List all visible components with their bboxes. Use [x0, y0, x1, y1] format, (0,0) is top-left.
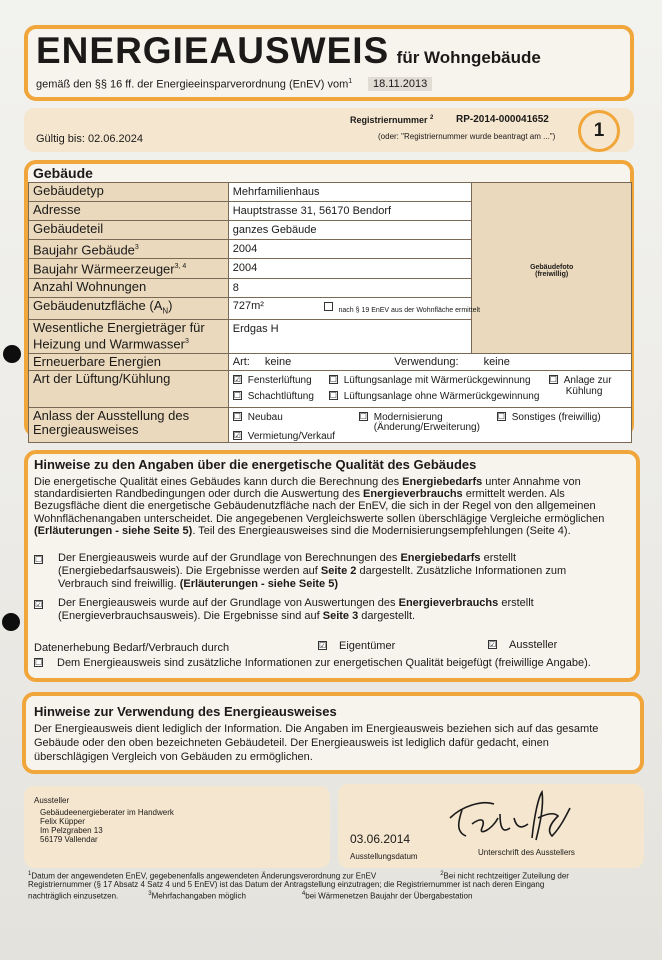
signature — [442, 788, 592, 850]
registration-label: Registriernummer $^2$ — [350, 115, 434, 125]
renewable-label: Erneuerbare Energien — [29, 353, 229, 370]
checkbox-lueftung-mit-wrg[interactable]: ☐ — [329, 374, 337, 384]
building-table — [28, 182, 632, 443]
owner-option: ☑ Eigentümer — [319, 640, 396, 652]
checkbox-neubau[interactable]: ☐ — [233, 411, 241, 421]
checkbox-eigentuemer[interactable]: ☑ — [319, 641, 327, 650]
usage-text: Der Energieausweis dient lediglich der Information. Die Angaben im Energieausweis beziehen sich auf das gesamte Gebäude oder den oben bezeichneten Gebäudeteil. Der Energieausweis ist lediglich dafür gedacht, einen überschlägigen Vergleich von Gebäuden zu ermöglichen. — [34, 723, 599, 763]
row-value: Hauptstrasse 31, 56170 Bendorf — [228, 202, 472, 221]
quality-option-verbrauch: ☑ Der Energieausweis wurde auf der Grundlage von Auswertungen des Energieverbrauchs erstellt (Energieverbrauchsausweis). Die Ergebnisse sind auf Seite 3 dargestellt. — [35, 597, 534, 622]
area-label: Gebäudenutzfläche $(A_N)$ — [29, 297, 229, 320]
quality-option-bedarf: ☐ Der Energieausweis wurde auf der Grundlage von Berechnungen des Energiebedarfs erstellt (Energiebedarfsausweis). Die Ergebnisse werden auf Seite 2 dargestellt. Zusätzliche Informationen zum Verbrauch sind freiwillig. (Erläuterungen - siehe Seite 5) — [35, 552, 567, 590]
quality-intro: Die energetische Qualität eines Gebäudes kann durch die Berechnung des Energiebedarfs unter Annahme von standardisierten Randbedingungen oder durch die Auswertung des Energieverbrauchs ermittelt werden. Als Bezugsfläche dient die energetische Gebäudenutzfläche nach der EnEV, die sich in der Regel von den allgemeinen Wohnflächenangaben unterscheidet. Die angegebenen Vergleichswerte sollen überschlägige Vergleiche ermöglichen (Erläuterungen - siehe Seite 5). Teil des Energieausweises sind die Modernisierungsempfehlungen (Seite 4). — [34, 476, 605, 537]
signature-label: Unterschrift des Ausstellers — [478, 848, 575, 857]
usage-title: Hinweise zur Verwendung des Energieausweises — [34, 704, 337, 719]
quality-title: Hinweise zu den Angaben über die energetische Qualität des Gebäudes — [34, 457, 477, 472]
row-value: 8 — [228, 278, 472, 297]
row-value: ganzes Gebäude — [228, 221, 472, 240]
extra-info-option: ☐ Dem Energieausweis sind zusätzliche Informationen zur energetischen Qualität beigefügt (freiwillige Angabe). — [35, 657, 591, 669]
checkbox-bedarfsausweis[interactable]: ☐ — [35, 555, 43, 564]
checkbox-vermietung[interactable]: ☑ — [233, 430, 241, 440]
document-title: ENERGIEAUSWEIS für Wohngebäude — [36, 30, 541, 71]
issuer-label: Aussteller — [34, 796, 70, 805]
energy-carrier-label: Wesentliche Energieträger für Heizung und Warmwasser$^3$ — [29, 320, 229, 353]
punch-hole-top — [3, 345, 21, 363]
reason-label: Anlass der Ausstellung des Energieausweises — [29, 407, 229, 442]
row-label: Gebäudeteil — [29, 221, 229, 240]
enev-date: 18.11.2013 — [368, 77, 432, 91]
row-label: Gebäudetyp — [29, 183, 229, 202]
area-value: 727m² — [232, 299, 264, 312]
building-section-title: Gebäude — [33, 165, 93, 181]
checkbox-aussteller[interactable]: ☑ — [489, 640, 497, 649]
data-collection-row: Datenerhebung Bedarf/Verbrauch durch — [34, 642, 230, 654]
row-label: Baujahr Gebäude$^3$ — [29, 240, 229, 259]
checkbox-verbrauchsausweis[interactable]: ☑ — [35, 600, 43, 609]
row-label: Adresse — [29, 202, 229, 221]
issue-date-label: Ausstellungsdatum — [350, 852, 418, 861]
row-label: Anzahl Wohnungen — [29, 278, 229, 297]
registration-note: (oder: "Registriernummer wurde beantragt am ...") — [378, 132, 556, 141]
checkbox-wohnflaeche[interactable] — [324, 302, 333, 311]
issue-date: 03.06.2014 — [350, 832, 411, 846]
row-value: 2004 — [228, 259, 472, 278]
energy-carrier-value: Erdgas H — [228, 320, 472, 353]
reason-options: ☐ Neubau ☐ Modernisierung (Änderung/Erweiterung) ☐ Sonstiges (freiwillig) ☑ Vermietung/Verkauf — [228, 407, 631, 442]
checkbox-schachtlueftung[interactable]: ☐ — [233, 390, 241, 400]
renewable-value: Art: keine Verwendung: keine — [228, 353, 631, 370]
row-label: Baujahr Wärmeerzeuger$^{3, 4}$ — [29, 259, 229, 278]
checkbox-fensterlueftung[interactable]: ☑ — [233, 374, 241, 384]
footnotes: $^1$Datum der angewendeten EnEV, gegebenenfalls angewendeten Änderungsverordnung zur EnEV $^2$Bei nicht rechtzeitiger Zuteilung der Registriernummer (§ 17 Absatz 4 Satz 4 und 5 EnEV) ist das Datum der Antragstellung einzutragen; die Registriernummer ist nach deren Eingang nachträglich einzusetzen. $^3$Mehrfachangaben möglich $^4$bei Wärmenetzen Baujahr der Übergabestation — [28, 871, 569, 901]
row-value: Mehrfamilienhaus — [228, 183, 472, 202]
row-value: 2004 — [228, 240, 472, 259]
building-photo-placeholder: Gebäudefoto (freiwillig) — [472, 183, 632, 354]
ventilation-options: ☑ Fensterlüftung ☐ Lüftungsanlage mit Wärmerückgewinnung ☐ Anlage zur Kühlung ☐ Schachtlüftung ☐ Lüftungsanlage ohne Wärmerückgewinnung — [228, 370, 631, 407]
checkbox-modernisierung[interactable]: ☐ — [359, 411, 367, 421]
issuer-option: ☑ Aussteller — [489, 639, 558, 651]
header-subtitle: gemäß den §§ 16 ff. der Energieeinsparverordnung (EnEV) vom$^1$ — [36, 78, 353, 91]
area-note: nach § 19 EnEV aus der Wohnfläche ermittelt — [324, 302, 481, 314]
checkbox-kuehlung[interactable]: ☐ — [549, 374, 557, 384]
checkbox-sonstiges[interactable]: ☐ — [497, 411, 505, 421]
ventilation-label: Art der Lüftung/Kühlung — [29, 370, 229, 407]
checkbox-zusatzinfo[interactable]: ☐ — [35, 658, 43, 667]
punch-hole-bottom — [2, 613, 20, 631]
page-number-badge: 1 — [578, 110, 620, 152]
valid-until: Gültig bis: 02.06.2024 — [36, 133, 144, 145]
area-value-cell — [228, 297, 481, 320]
issuer-address: Gebäudeenergieberater im Handwerk Felix Küpper Im Pelzgraben 13 56179 Vallendar — [40, 808, 174, 844]
registration-number: RP-2014-000041652 — [456, 114, 549, 125]
checkbox-lueftung-ohne-wrg[interactable]: ☐ — [329, 390, 337, 400]
svg-text:Felix Küpper: Felix Küpper — [442, 848, 448, 849]
